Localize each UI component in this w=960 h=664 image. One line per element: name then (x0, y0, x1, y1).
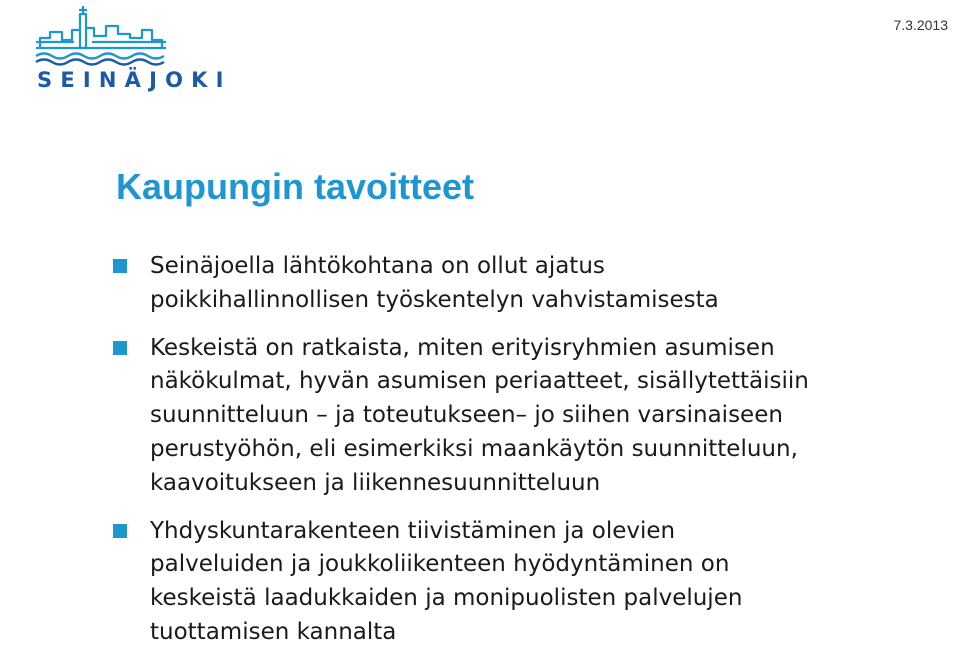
bullet-text-line: kaavoitukseen ja liikennesuunnitteluun (150, 469, 601, 496)
bullet-text-line: Seinäjoella lähtökohtana on ollut ajatus (150, 253, 605, 279)
logo-wordmark: SEINÄJOKI (37, 68, 232, 92)
bullet-text-line: perustyöhön, eli esimerkiksi maankäytön suunnitteluun, (150, 435, 798, 462)
slide-title: Kaupungin tavoitteet (116, 166, 474, 207)
bullet-text-line: suunnitteluun – ja toteutukseen– jo siihen varsinaiseen (150, 402, 783, 429)
bullet-text-line: näkökulmat, hyvän asumisen periaatteet, sisällytettäisiin (150, 368, 809, 395)
seinajoki-skyline-icon (34, 4, 184, 66)
slide-date: 7.3.2013 (893, 17, 948, 33)
bullet-text-line: poikkihallinnollisen työskentelyn vahvistamisesta (150, 286, 719, 313)
bullet-item (113, 250, 933, 318)
seinajoki-logo (34, 4, 232, 94)
bullet-item (113, 515, 933, 650)
bullet-text-line: tuottamisen kannalta (150, 618, 397, 645)
bullet-text-line: Keskeistä on ratkaista, miten erityisryhmien asumisen (150, 334, 775, 361)
square-bullet-icon (113, 524, 127, 538)
bullet-text-line: keskeistä laadukkaiden ja monipuolisten palvelujen (150, 585, 743, 612)
bullet-text-line: Yhdyskuntarakenteen tiivistäminen ja olevien (150, 517, 676, 544)
bullet-text-line: palveluiden ja joukkoliikenteen hyödyntäminen on (150, 551, 730, 578)
bullet-item (113, 332, 933, 501)
square-bullet-icon (113, 259, 127, 273)
bullet-list (113, 250, 933, 664)
square-bullet-icon (113, 341, 127, 355)
